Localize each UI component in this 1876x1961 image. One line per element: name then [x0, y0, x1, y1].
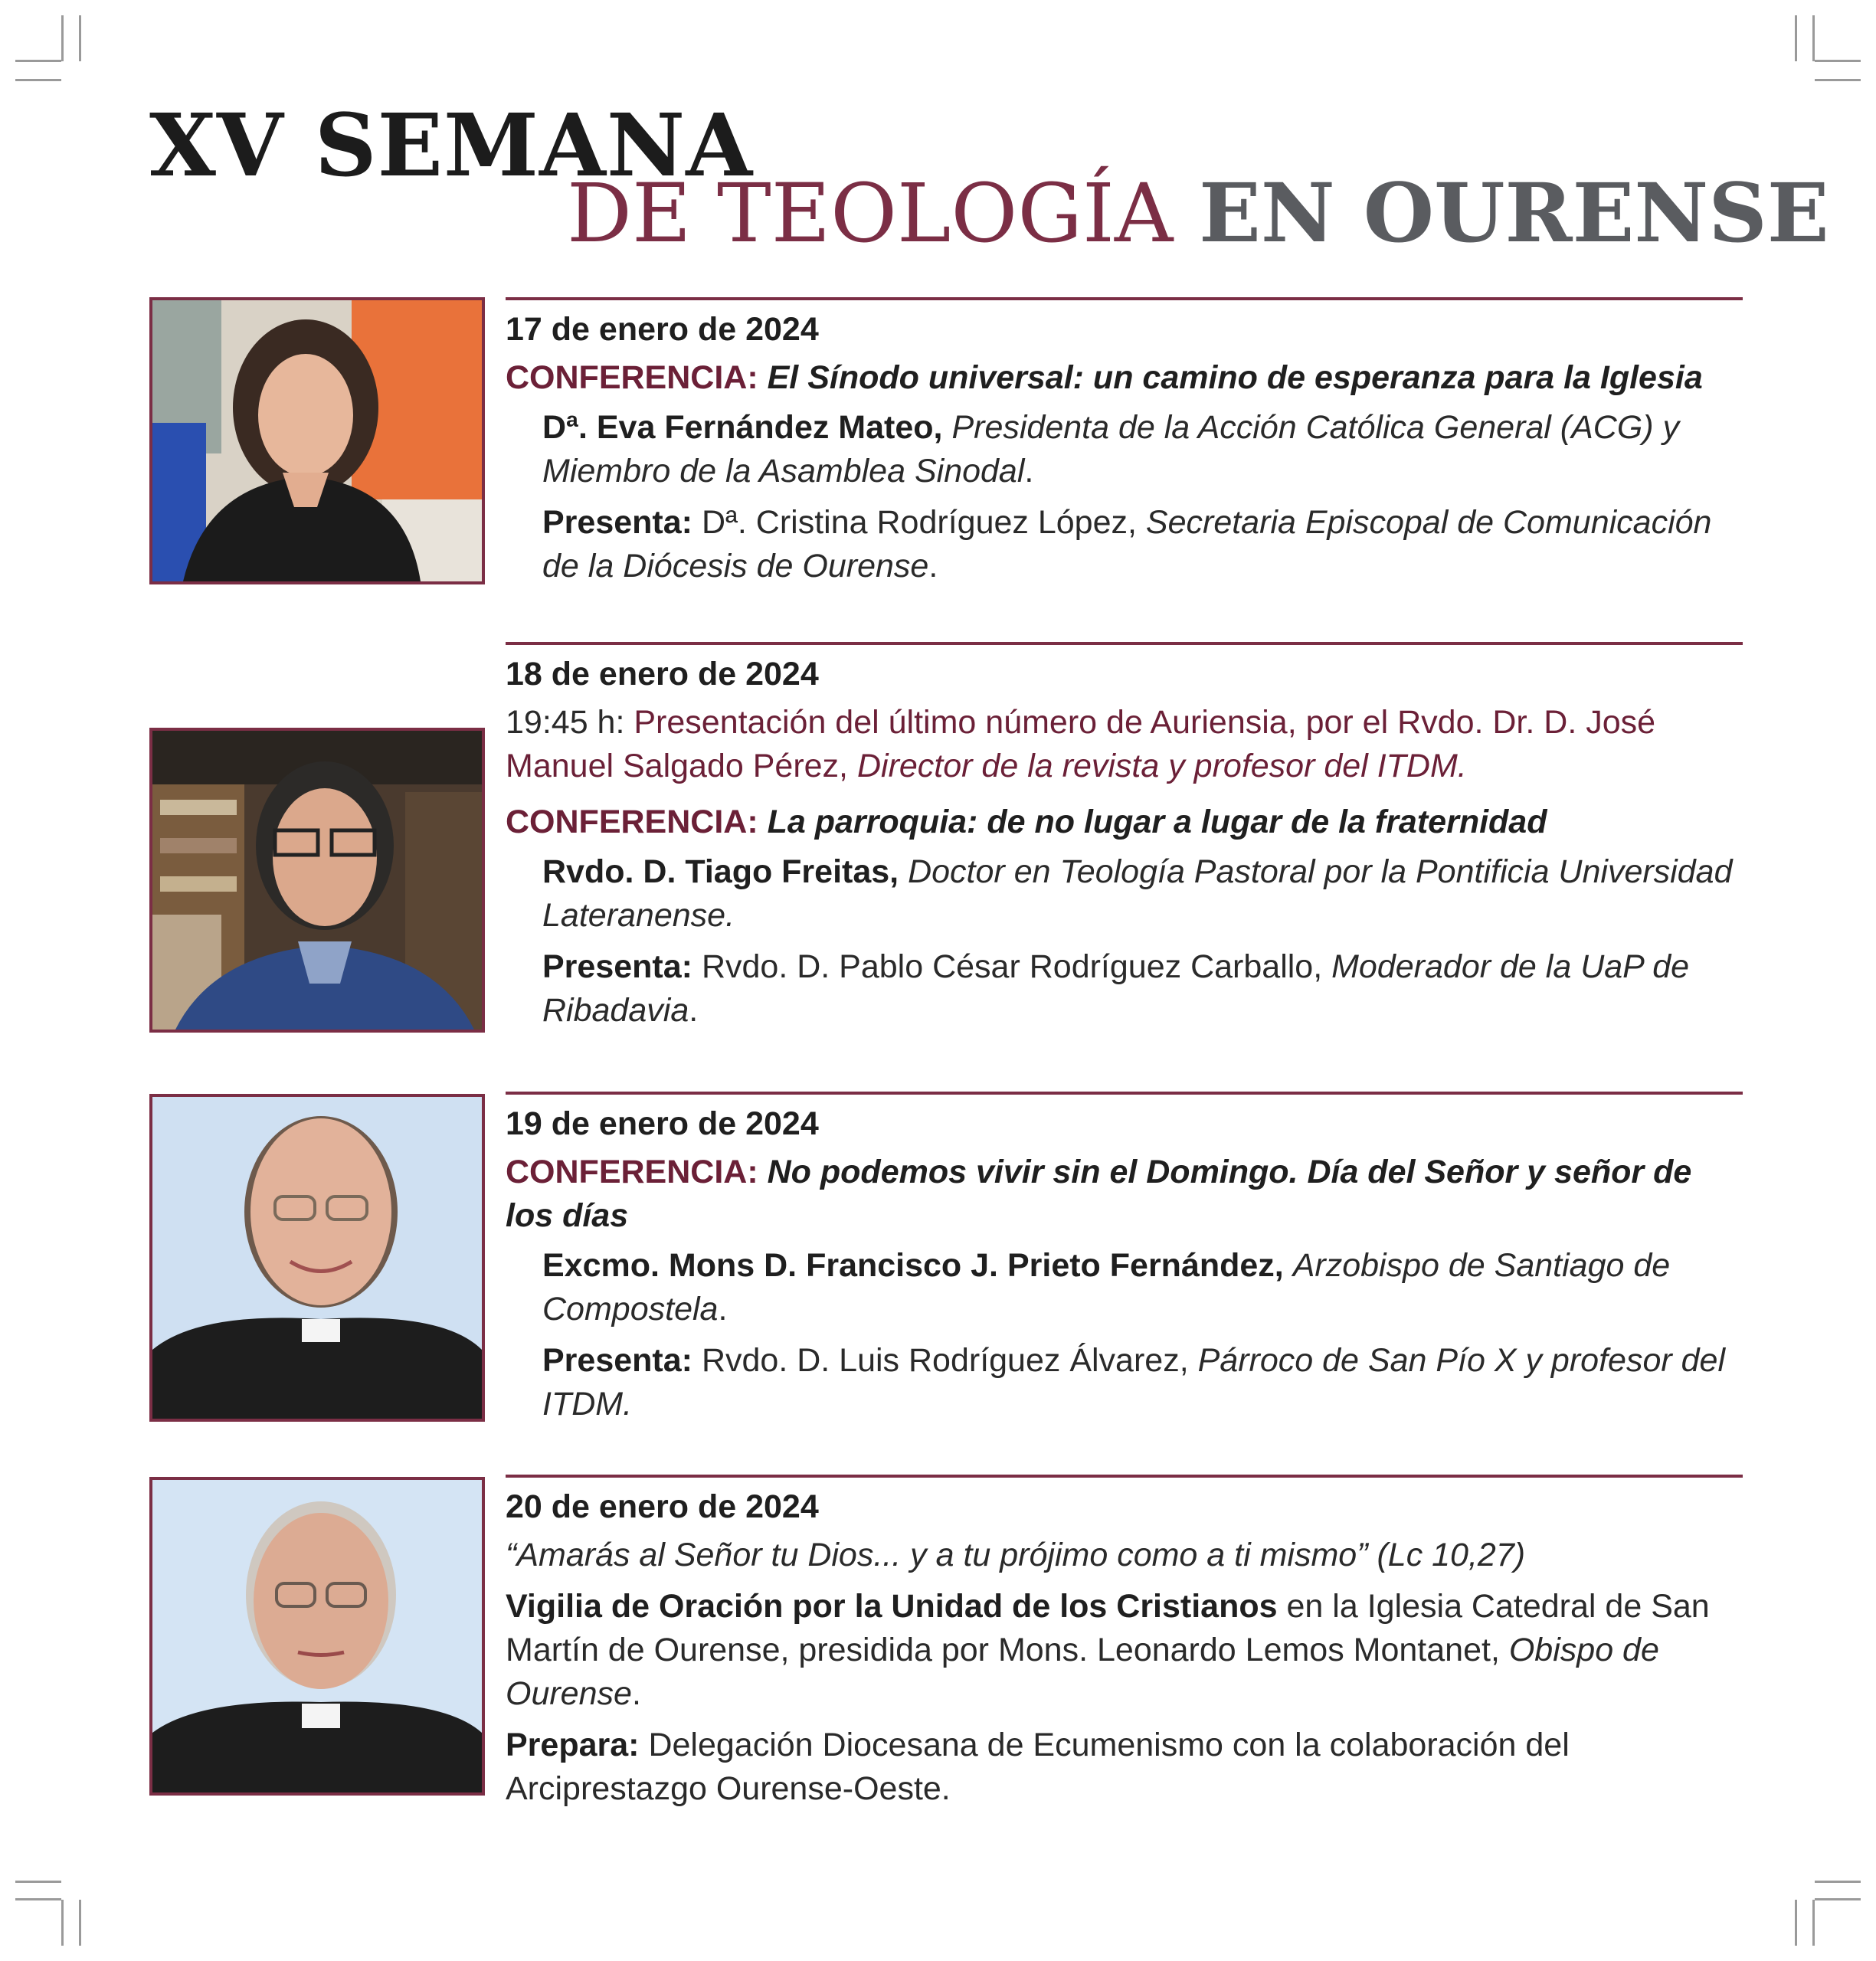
speaker-photo-lemos — [149, 1477, 485, 1796]
crop-mark — [15, 60, 61, 62]
presenter-role: Secretaria Episcopal de Comunicación de la Diócesis de Ourense — [542, 504, 1712, 584]
crop-mark — [61, 1900, 64, 1946]
speaker-name: Excmo. Mons D. Francisco J. Prieto Fernández, — [542, 1247, 1284, 1284]
crop-mark — [1812, 15, 1815, 61]
speaker-line — [542, 850, 1743, 938]
speaker-photo-tiago — [149, 728, 485, 1033]
prepare-text: Delegación Diocesana de Ecumenismo con la colaboración del Arciprestazgo Ourense-Oeste. — [506, 1727, 1570, 1807]
crop-mark — [1815, 79, 1861, 81]
presentation-time: 19:45 h: — [506, 704, 625, 741]
prepare-label: Prepara: — [506, 1727, 640, 1763]
event-section-jan20 — [506, 1475, 1743, 1819]
event-date: 17 de enero de 2024 — [506, 311, 819, 348]
vigil-text: en la Iglesia Catedral de San Martín de Ourense, presidida por Mons. Leonardo Lemos Montanet, — [506, 1588, 1710, 1668]
page-title-line1: XV SEMANA — [149, 96, 754, 196]
speaker-role: Arzobispo de Santiago de Compostela — [542, 1247, 1671, 1328]
speaker-name: Dª. Eva Fernández Mateo, — [542, 409, 943, 446]
event-date: 19 de enero de 2024 — [506, 1105, 819, 1142]
presentation-role: Director de la revista y profesor del ITDM. — [856, 748, 1467, 784]
conference-label: CONFERENCIA: — [506, 1154, 758, 1190]
crop-mark — [1812, 1900, 1815, 1946]
bible-quote: “Amarás al Señor tu Dios... y a tu prójimo como a ti mismo” (Lc 10,27) — [506, 1537, 1526, 1573]
presenter-name: Rvdo. D. Luis Rodríguez Álvarez, — [701, 1342, 1189, 1379]
speaker-role: Doctor en Teología Pastoral por la Pontificia Universidad Lateranense. — [542, 853, 1733, 934]
crop-mark — [1795, 1900, 1797, 1946]
prepare-line — [506, 1724, 1743, 1811]
speaker-photo-prieto — [149, 1094, 485, 1422]
presenter-label: Presenta: — [542, 504, 692, 541]
conference-heading — [506, 356, 1743, 400]
crop-mark — [15, 1881, 61, 1883]
crop-mark — [79, 15, 81, 61]
presenter-role: Párroco de San Pío X y profesor del ITDM. — [542, 1342, 1726, 1422]
presenter-role: Moderador de la UaP de Ribadavia — [542, 948, 1690, 1029]
presenter-name: Dª. Cristina Rodríguez López, — [701, 504, 1137, 541]
conference-heading — [506, 1151, 1743, 1238]
crop-mark — [1815, 60, 1861, 62]
presenter-line: Presenta: Dª. Cristina Rodríguez López, Secretaria Episcopal de Comunicación de la Diócesis de Ourense. — [542, 504, 1712, 584]
presenter-name: Rvdo. D. Pablo César Rodríguez Carballo, — [701, 948, 1323, 985]
vigil-line: Vigilia de Oración por la Unidad de los Cristianos en la Iglesia Catedral de San Martín de Ourense, presidida por Mons. Leonardo Lemos Montanet, Obispo de Ourense. — [506, 1588, 1710, 1712]
speaker-line: Excmo. Mons D. Francisco J. Prieto Fernández, Arzobispo de Santiago de Compostela. — [542, 1247, 1671, 1328]
conference-label: CONFERENCIA: — [506, 804, 758, 840]
speaker-name: Rvdo. D. Tiago Freitas, — [542, 853, 899, 890]
event-section-jan17 — [506, 297, 1743, 596]
event-date: 20 de enero de 2024 — [506, 1488, 819, 1525]
presentation-line — [506, 701, 1743, 788]
crop-mark — [15, 1898, 61, 1900]
event-section-jan18 — [506, 642, 1743, 1040]
title-part-ourense: EN OURENSE — [1199, 165, 1829, 260]
presenter-line: Presenta: Rvdo. D. Pablo César Rodríguez Carballo, Moderador de la UaP de Ribadavia. — [542, 948, 1690, 1029]
event-date: 18 de enero de 2024 — [506, 656, 819, 692]
title-part-teologia: DE TEOLOGÍA — [567, 166, 1174, 260]
crop-mark — [1815, 1898, 1861, 1900]
crop-mark — [1815, 1881, 1861, 1883]
conference-label: CONFERENCIA: — [506, 359, 758, 396]
speaker-line: Dª. Eva Fernández Mateo, Presidenta de la Acción Católica General (ACG) y Miembro de la Asamblea Sinodal. — [542, 409, 1680, 489]
conference-title: El Sínodo universal: un camino de esperanza para la Iglesia — [767, 359, 1703, 396]
presentation-text: Presentación del último número de Auriensia, por el Rvdo. Dr. D. José Manuel Salgado Pérez, — [506, 704, 1656, 784]
crop-mark — [79, 1900, 81, 1946]
page-title-line2 — [567, 165, 1829, 260]
crop-mark — [1795, 15, 1797, 61]
crop-mark — [61, 15, 64, 61]
vigil-title: Vigilia de Oración por la Unidad de los Cristianos — [506, 1588, 1278, 1625]
presenter-label: Presenta: — [542, 1342, 692, 1379]
conference-title: La parroquia: de no lugar a lugar de la fraternidad — [767, 804, 1547, 840]
speaker-role: Presidenta de la Acción Católica General (ACG) y Miembro de la Asamblea Sinodal — [542, 409, 1680, 489]
conference-title: No podemos vivir sin el Domingo. Día del Señor y señor de los días — [506, 1154, 1692, 1234]
crop-mark — [15, 79, 61, 81]
speaker-photo-eva — [149, 297, 485, 584]
vigil-role: Obispo de Ourense — [506, 1632, 1659, 1712]
conference-heading — [506, 800, 1743, 844]
presenter-label: Presenta: — [542, 948, 692, 985]
presenter-line — [542, 1339, 1743, 1426]
event-section-jan19 — [506, 1092, 1743, 1434]
